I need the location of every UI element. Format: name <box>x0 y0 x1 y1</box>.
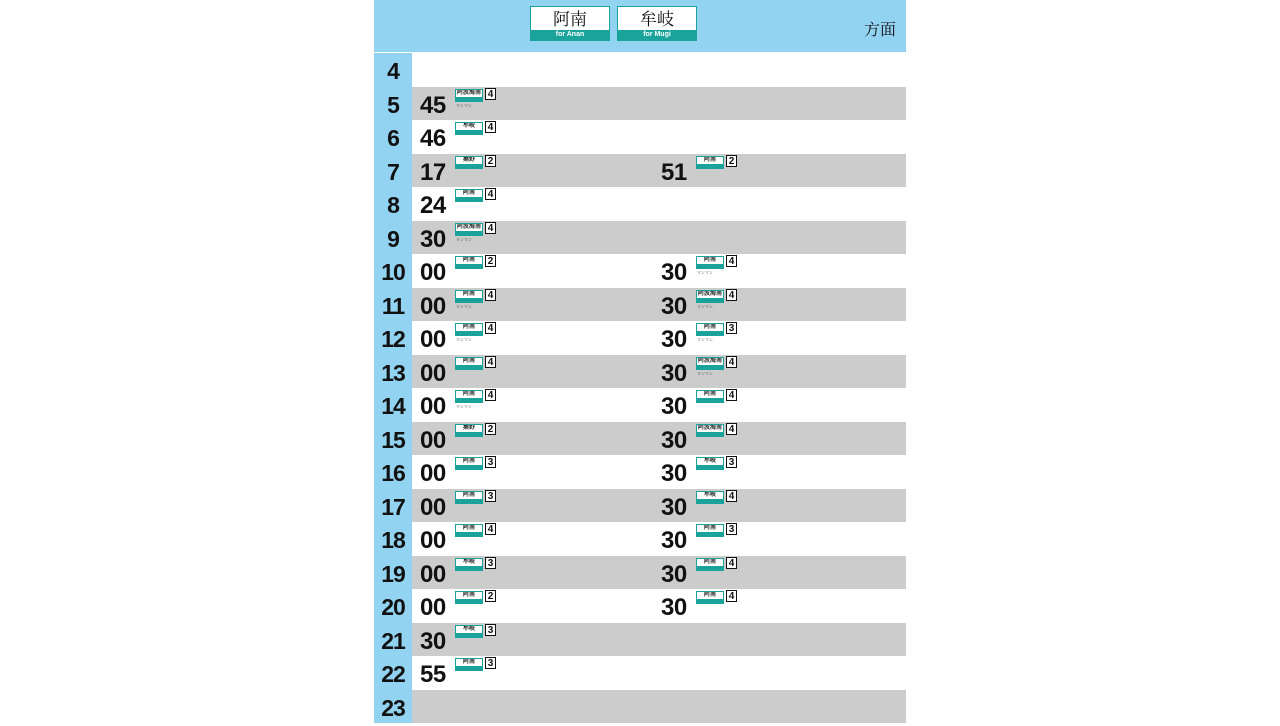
badge-destination-text: 阿波海南 <box>697 357 722 364</box>
timetable-row <box>374 589 906 623</box>
hour-label: 4 <box>374 53 412 87</box>
car-count-icon: 3 <box>485 490 496 502</box>
badge-color-bar <box>697 164 723 168</box>
departure-minute: 30 <box>661 359 687 387</box>
timetable-row <box>374 623 906 657</box>
timetable-row <box>374 656 906 690</box>
hour-label: 14 <box>374 388 412 422</box>
timetable-row <box>374 87 906 121</box>
badge-destination-text: 阿波海南 <box>697 424 722 431</box>
departure-minute: 00 <box>420 259 446 286</box>
departure-minute: 30 <box>661 527 687 554</box>
departure-minute: 00 <box>420 594 446 621</box>
timetable-rows <box>374 53 906 723</box>
car-count-icon: 4 <box>485 523 496 535</box>
train-destination-badge <box>455 558 483 571</box>
badge-color-bar <box>456 465 482 469</box>
hour-label: 8 <box>374 187 412 221</box>
badge-destination-text: 阿波海南 <box>456 223 481 230</box>
car-count-icon: 4 <box>726 255 737 267</box>
badge-destination-text: 阿南 <box>462 458 475 464</box>
timetable-row <box>374 388 906 422</box>
departure-minute: 30 <box>661 493 687 521</box>
badge-destination-text: 阿南 <box>703 592 716 598</box>
departure-minute: 46 <box>420 125 446 152</box>
train-destination-badge <box>455 156 483 169</box>
hour-label: 7 <box>374 154 412 188</box>
departure-minute: 30 <box>661 393 687 420</box>
badge-destination-text: 牟岐 <box>462 558 475 565</box>
destination-mugi-en-label: for Mugi <box>618 30 696 40</box>
timetable-row <box>374 489 906 523</box>
train-destination-badge <box>455 89 483 102</box>
car-count-icon: 4 <box>485 88 496 100</box>
hour-label: 5 <box>374 87 412 121</box>
car-count-icon: 2 <box>485 155 496 167</box>
car-count-icon: 4 <box>485 356 496 368</box>
train-destination-badge <box>455 457 483 470</box>
badge-color-bar <box>456 398 482 402</box>
oneman-note: ワンマン <box>697 337 713 342</box>
timetable-row <box>374 455 906 489</box>
badge-color-bar <box>697 532 723 536</box>
train-destination-badge <box>696 558 724 571</box>
train-destination-badge <box>455 424 483 437</box>
oneman-note: ワンマン <box>456 236 472 242</box>
badge-color-bar <box>697 465 723 469</box>
badge-color-bar <box>456 264 482 268</box>
hour-label: 23 <box>374 690 412 724</box>
badge-color-bar <box>697 264 723 268</box>
badge-color-bar <box>456 499 482 503</box>
departure-minute: 00 <box>420 359 446 387</box>
train-destination-badge <box>455 290 483 303</box>
car-count-icon: 3 <box>485 624 496 636</box>
badge-color-bar <box>697 566 723 570</box>
timetable-row <box>374 187 906 221</box>
car-count-icon: 4 <box>726 289 737 301</box>
badge-destination-text: 牟岐 <box>462 625 475 632</box>
oneman-note: ワンマン <box>697 370 713 376</box>
train-destination-badge <box>455 658 483 671</box>
timetable-row <box>374 556 906 590</box>
badge-color-bar <box>697 331 723 335</box>
hour-label: 19 <box>374 556 412 590</box>
timetable-panel <box>374 0 906 720</box>
departure-minute: 51 <box>661 158 687 186</box>
badge-destination-text: 阿波海南 <box>697 290 722 297</box>
badge-color-bar <box>697 432 723 436</box>
departure-minute: 30 <box>661 426 687 454</box>
hour-label: 11 <box>374 288 412 322</box>
train-destination-badge <box>455 189 483 202</box>
badge-destination-text: 阿南 <box>462 357 475 364</box>
departure-minute: 30 <box>420 627 446 655</box>
departure-minute: 00 <box>420 292 446 320</box>
train-destination-badge <box>455 491 483 504</box>
hour-label: 15 <box>374 422 412 456</box>
train-destination-badge <box>696 591 724 604</box>
departure-minute: 30 <box>661 326 687 353</box>
badge-color-bar <box>456 298 482 302</box>
badge-destination-text: 阿波海南 <box>456 89 481 96</box>
departure-minute: 00 <box>420 326 446 353</box>
timetable-row <box>374 355 906 389</box>
badge-color-bar <box>456 365 482 369</box>
oneman-note: ワンマン <box>697 270 713 275</box>
timetable-row <box>374 690 906 724</box>
badge-destination-text: 阿南 <box>462 324 475 330</box>
departure-minute: 45 <box>420 91 446 119</box>
departure-minute: 00 <box>420 560 446 588</box>
destination-anan-label: 阿南 <box>553 10 587 29</box>
train-destination-badge <box>455 591 483 604</box>
badge-destination-text: 牟岐 <box>703 491 716 498</box>
car-count-icon: 4 <box>485 289 496 301</box>
train-destination-badge <box>696 491 724 504</box>
badge-destination-text: 牟岐 <box>703 458 716 464</box>
oneman-note: ワンマン <box>456 102 472 108</box>
destination-mugi-label: 牟岐 <box>640 10 674 29</box>
train-destination-badge <box>455 390 483 403</box>
train-destination-badge <box>455 323 483 336</box>
train-destination-badge <box>696 256 724 269</box>
car-count-icon: 2 <box>485 255 496 267</box>
car-count-icon: 4 <box>726 557 737 569</box>
badge-color-bar <box>456 130 482 134</box>
timetable-row <box>374 522 906 556</box>
departure-minute: 30 <box>661 292 687 320</box>
badge-destination-text: 阿南 <box>703 156 716 163</box>
timetable-row <box>374 53 906 87</box>
car-count-icon: 3 <box>726 456 737 468</box>
oneman-note: ワンマン <box>456 337 472 342</box>
train-destination-badge <box>696 524 724 537</box>
departure-minute: 30 <box>661 259 687 286</box>
badge-destination-text: 阿南 <box>703 324 716 330</box>
train-destination-badge <box>696 290 724 303</box>
badge-color-bar <box>456 97 482 101</box>
hour-label: 21 <box>374 623 412 657</box>
car-count-icon: 4 <box>726 356 737 368</box>
train-destination-badge <box>696 323 724 336</box>
car-count-icon: 3 <box>726 523 737 535</box>
train-destination-badge <box>455 223 483 236</box>
hour-label: 6 <box>374 120 412 154</box>
badge-destination-text: 阿南 <box>462 592 475 598</box>
badge-destination-text: 阿南 <box>462 491 475 498</box>
departure-minute: 00 <box>420 460 446 487</box>
departure-minute: 30 <box>661 560 687 588</box>
departure-minute: 00 <box>420 426 446 454</box>
badge-destination-text: 牟岐 <box>462 123 475 129</box>
badge-destination-text: 阿南 <box>703 257 716 263</box>
badge-color-bar <box>456 532 482 536</box>
badge-destination-text: 阿南 <box>462 525 475 531</box>
car-count-icon: 4 <box>726 490 737 502</box>
badge-color-bar <box>456 331 482 335</box>
badge-color-bar <box>456 566 482 570</box>
oneman-note: ワンマン <box>456 404 472 409</box>
badge-color-bar <box>697 298 723 302</box>
train-destination-badge <box>455 122 483 135</box>
badge-destination-text: 阿南 <box>462 391 475 397</box>
timetable-row <box>374 120 906 154</box>
train-destination-badge <box>696 457 724 470</box>
oneman-note: ワンマン <box>456 303 472 309</box>
train-destination-badge <box>696 156 724 169</box>
badge-destination-text: 阿南 <box>462 257 475 263</box>
badge-color-bar <box>697 398 723 402</box>
badge-destination-text: 桑野 <box>462 156 475 163</box>
direction-label: 方面 <box>863 22 896 39</box>
hour-label: 22 <box>374 656 412 690</box>
departure-minute: 55 <box>420 661 446 688</box>
timetable-header <box>374 0 906 52</box>
hour-label: 10 <box>374 254 412 288</box>
departure-minute: 00 <box>420 493 446 521</box>
departure-minute: 17 <box>420 158 446 186</box>
badge-destination-text: 阿南 <box>462 659 475 665</box>
car-count-icon: 4 <box>726 590 737 602</box>
badge-destination-text: 阿南 <box>462 190 475 196</box>
badge-color-bar <box>456 164 482 168</box>
train-destination-badge <box>696 390 724 403</box>
train-destination-badge <box>696 357 724 370</box>
badge-color-bar <box>456 599 482 603</box>
train-destination-badge <box>455 256 483 269</box>
car-count-icon: 3 <box>485 456 496 468</box>
train-destination-badge <box>455 625 483 638</box>
car-count-icon: 4 <box>485 389 496 401</box>
train-destination-badge <box>455 524 483 537</box>
badge-color-bar <box>456 666 482 670</box>
timetable-row <box>374 221 906 255</box>
car-count-icon: 4 <box>485 222 496 234</box>
badge-destination-text: 阿南 <box>703 558 716 565</box>
train-destination-badge <box>696 424 724 437</box>
hour-label: 13 <box>374 355 412 389</box>
departure-minute: 30 <box>420 225 446 253</box>
timetable-row <box>374 321 906 355</box>
timetable-row <box>374 288 906 322</box>
car-count-icon: 4 <box>726 423 737 435</box>
hour-label: 20 <box>374 589 412 623</box>
hour-label: 9 <box>374 221 412 255</box>
destination-anan-button[interactable] <box>530 6 610 41</box>
car-count-icon: 4 <box>485 121 496 133</box>
hour-label: 16 <box>374 455 412 489</box>
badge-color-bar <box>456 231 482 235</box>
oneman-note: ワンマン <box>697 303 713 309</box>
destination-mugi-button[interactable] <box>617 6 697 41</box>
hour-label: 17 <box>374 489 412 523</box>
departure-minute: 24 <box>420 192 446 219</box>
car-count-icon: 3 <box>485 657 496 669</box>
hour-label: 18 <box>374 522 412 556</box>
car-count-icon: 4 <box>726 389 737 401</box>
departure-minute: 30 <box>661 594 687 621</box>
timetable-row <box>374 154 906 188</box>
destination-anan-en-label: for Anan <box>531 30 609 40</box>
car-count-icon: 3 <box>726 322 737 334</box>
car-count-icon: 2 <box>485 590 496 602</box>
badge-destination-text: 桑野 <box>462 424 475 431</box>
departure-minute: 00 <box>420 527 446 554</box>
car-count-icon: 4 <box>485 322 496 334</box>
timetable-row <box>374 254 906 288</box>
car-count-icon: 4 <box>485 188 496 200</box>
badge-destination-text: 阿南 <box>703 391 716 397</box>
car-count-icon: 3 <box>485 557 496 569</box>
badge-color-bar <box>456 633 482 637</box>
badge-color-bar <box>697 599 723 603</box>
badge-destination-text: 阿南 <box>462 290 475 297</box>
car-count-icon: 2 <box>726 155 737 167</box>
train-destination-badge <box>455 357 483 370</box>
departure-minute: 00 <box>420 393 446 420</box>
hour-label: 12 <box>374 321 412 355</box>
badge-color-bar <box>697 365 723 369</box>
badge-color-bar <box>697 499 723 503</box>
car-count-icon: 2 <box>485 423 496 435</box>
badge-color-bar <box>456 432 482 436</box>
badge-destination-text: 阿南 <box>703 525 716 531</box>
timetable-row <box>374 422 906 456</box>
badge-color-bar <box>456 197 482 201</box>
departure-minute: 30 <box>661 460 687 487</box>
